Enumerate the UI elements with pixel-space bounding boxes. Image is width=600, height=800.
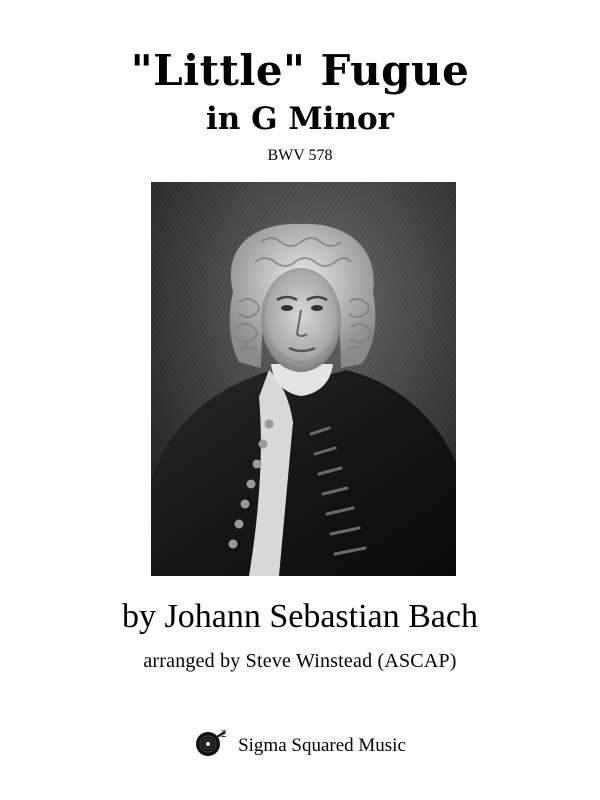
composer-credit: by Johann Sebastian Bach xyxy=(122,598,478,635)
logo-superscript: 2 xyxy=(221,728,227,740)
composer-portrait xyxy=(151,182,456,576)
piece-title: "Little" Fugue xyxy=(130,46,470,95)
publisher-name: Sigma Squared Music xyxy=(238,734,406,756)
record-disc-icon xyxy=(194,728,230,762)
catalog-number: BWV 578 xyxy=(267,147,333,164)
publisher-logo xyxy=(0,728,600,762)
arranger-credit: arranged by Steve Winstead (ASCAP) xyxy=(143,650,457,672)
piece-subtitle: in G Minor xyxy=(205,101,394,137)
